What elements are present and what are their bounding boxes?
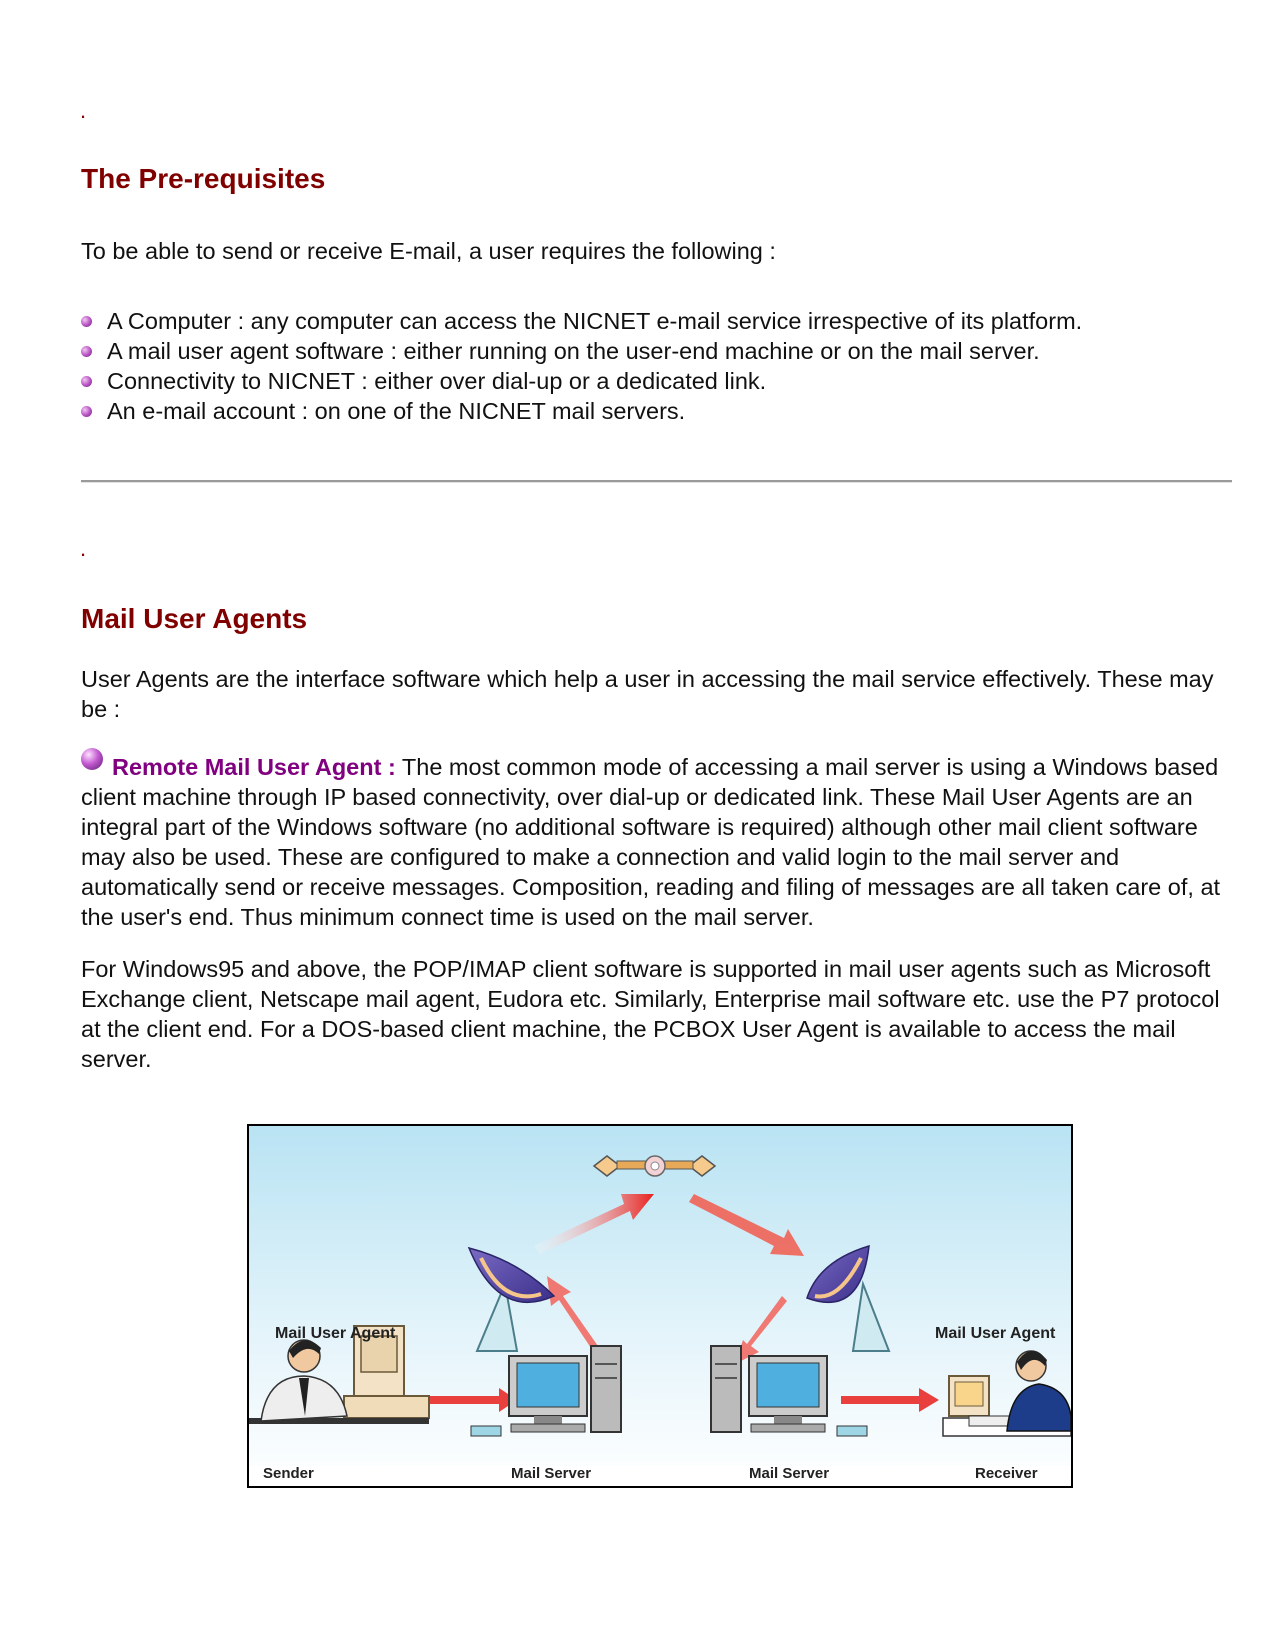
remote-agent-paragraph bbox=[81, 752, 1241, 932]
mail-user-agents-intro: User Agents are the interface software which help a user in accessing the mail service effectively. These may be : bbox=[81, 666, 1214, 722]
prerequisites-list bbox=[81, 306, 1082, 426]
globe-bullet-icon bbox=[81, 748, 103, 770]
receiver-label: Receiver bbox=[975, 1465, 1038, 1482]
section-marker: . bbox=[80, 98, 87, 123]
prerequisites-intro: To be able to send or receive E-mail, a user requires the following : bbox=[81, 238, 776, 264]
mail-server-left-label: Mail Server bbox=[511, 1465, 592, 1482]
list-item: A mail user agent software : either running on the user-end machine or on the mail server. bbox=[81, 336, 1082, 366]
mail-user-agent-left-label: Mail User Agent bbox=[275, 1325, 396, 1342]
section-marker: . bbox=[80, 536, 87, 561]
remote-agent-text: The most common mode of accessing a mail server is using a Windows based client machine through IP based connectivity, over dial-up or dedicated link. These Mail User Agents are an integral part of the Windows software (no additional software is required) although other mail client software may also be used. These are configured to make a connection and valid login to the mail server and automatically send or receive messages. Composition, reading and filing of messages are all taken care of, at the user's end. Thus minimum connect time is used on the mail server. bbox=[81, 754, 1221, 930]
list-item: A Computer : any computer can access the NICNET e-mail service irrespective of its platform. bbox=[81, 306, 1082, 336]
sender-label: Sender bbox=[263, 1465, 314, 1482]
mail-user-agent-right-label: Mail User Agent bbox=[935, 1325, 1056, 1342]
list-item: An e-mail account : on one of the NICNET mail servers. bbox=[81, 396, 1082, 426]
bullet-icon bbox=[81, 346, 92, 357]
mail-user-agents-heading: Mail User Agents bbox=[81, 603, 308, 634]
section-divider bbox=[81, 480, 1232, 483]
email-flow-diagram bbox=[247, 1124, 1073, 1488]
bullet-icon bbox=[81, 316, 92, 327]
bullet-icon bbox=[81, 376, 92, 387]
mail-server-right-label: Mail Server bbox=[749, 1465, 830, 1482]
list-item: Connectivity to NICNET : either over dial-up or a dedicated link. bbox=[81, 366, 1082, 396]
remote-agent-label: Remote Mail User Agent : bbox=[112, 754, 396, 780]
windows-clients-paragraph: For Windows95 and above, the POP/IMAP client software is supported in mail user agents such as Microsoft Exchange client, Netscape mail agent, Eudora etc. Similarly, Enterprise mail software etc. use the P7 protocol at the client end. For a DOS-based client machine, the PCBOX User Agent is available to access the mail server. bbox=[81, 956, 1220, 1072]
prerequisites-heading: The Pre-requisites bbox=[81, 163, 326, 194]
bullet-icon bbox=[81, 406, 92, 417]
